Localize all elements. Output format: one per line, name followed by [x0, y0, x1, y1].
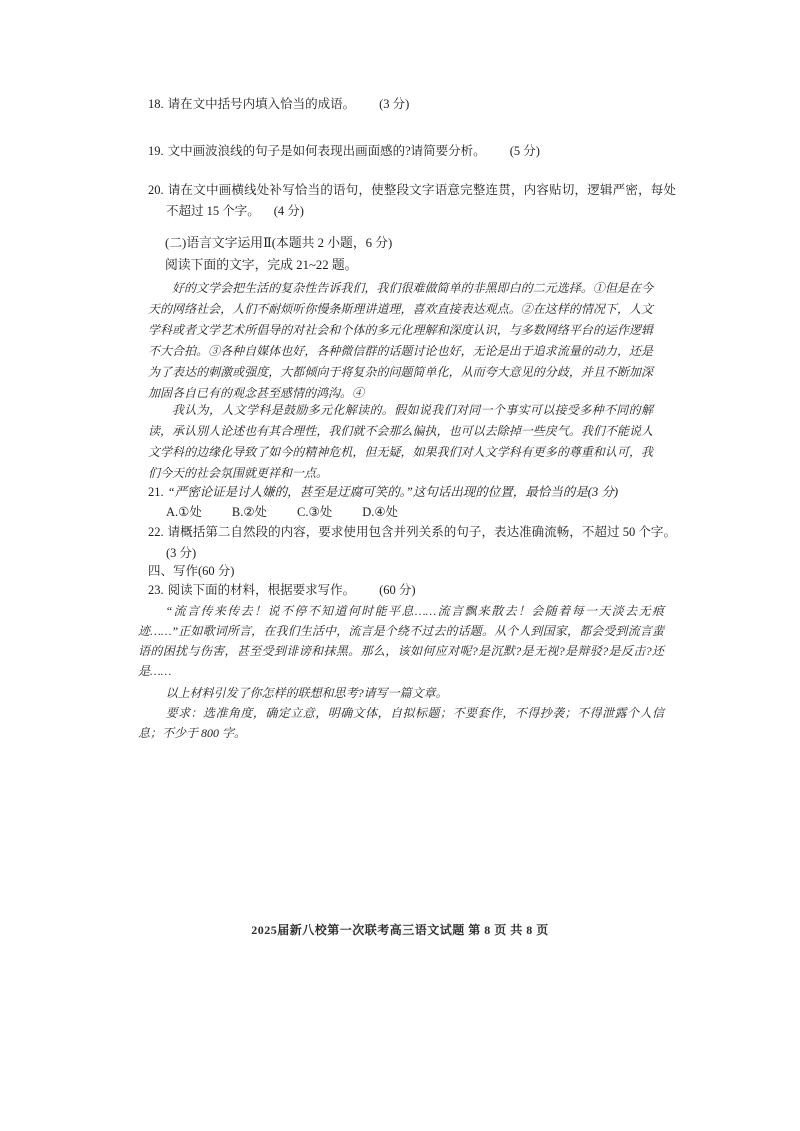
option-b: B.②处	[231, 505, 268, 519]
question-21-number: 21.	[148, 485, 164, 499]
question-23-number: 23.	[148, 583, 164, 597]
option-c: C.③处	[297, 505, 333, 519]
question-20-score: (4 分)	[273, 204, 304, 218]
question-20	[148, 180, 676, 222]
question-23-text: 阅读下面的材料，根据要求写作。	[167, 583, 356, 597]
question-22-text: 请概括第二自然段的内容，要求使用包含并列关系的句子，表达准确流畅，不超过 50 个字。	[167, 525, 676, 539]
reading-instruction: 阅读下面的文字，完成 21~22 题。	[165, 258, 358, 272]
question-23	[148, 580, 658, 601]
question-19-number: 19.	[148, 144, 164, 158]
passage-paragraph-1: 好的文学会把生活的复杂性告诉我们，我们很难做简单的非黑即白的二元选择。①但是在今天的网络社会，人们不耐烦听你慢条斯理讲道理，喜欢直接表达观点。②在这样的情况下，人文学科或者文学艺术所倡导的对社会和个体的多元化理解和深度认识，与多数网络平台的运作逻辑不大合拍。③各种自媒体也好，各种微信群的话题讨论也好，无论是出于追求流量的动力，还是为了表达的刺激或强度，大都倾向于将复杂的问题简单化，从而夸大意见的分歧，并且不断加深加固各自已有的观念甚至感情的鸿沟。④	[148, 281, 653, 400]
question-19	[148, 141, 658, 162]
question-20-text: 请在文中画横线处补写恰当的语句，使整段文字语意完整连贯，内容贴切，逻辑严密，每处不超过 15 个字。	[166, 183, 676, 218]
question-18-number: 18.	[148, 97, 164, 111]
question-19-text: 文中画波浪线的句子是如何表现出画面感的?请简要分析。	[167, 144, 486, 158]
page-footer: 2025届新八校第一次联考高三语文试题 第 8 页 共 8 页	[251, 923, 549, 937]
question-21-text: “严密论证是讨人嫌的，甚至是迂腐可笑的。”这句话出现的位置，最恰当的是(3 分)	[167, 485, 618, 499]
question-21-options	[166, 502, 666, 523]
option-d: D.④处	[362, 505, 399, 519]
question-22-number: 22.	[148, 525, 164, 539]
option-a: A.①处	[166, 505, 202, 519]
question-22-score: (3 分)	[166, 546, 197, 560]
essay-requirements: 要求：选准角度，确定立意，明确文体，自拟标题；不要套作，不得抄袭；不得泄露个人信息；不少于 800 字。	[138, 706, 664, 740]
question-20-number: 20.	[148, 183, 164, 197]
question-22	[148, 522, 676, 564]
question-18-score: (3 分)	[379, 97, 410, 111]
question-19-score: (5 分)	[509, 144, 540, 158]
question-18-text: 请在文中括号内填入恰当的成语。	[167, 97, 356, 111]
question-18	[148, 94, 658, 115]
passage-paragraph-2: 我认为，人文学科是鼓励多元化解读的。假如说我们对同一个事实可以接受多种不同的解读，承认别人论述也有其合理性，我们就不会那么偏执，也可以去除掉一些戾气。我们不能说人文学科的边缘化导致了如今的精神危机，但无疑，如果我们对人文学科有更多的尊重和认可，我们今天的社会氛围就更祥和一点。	[148, 403, 653, 480]
essay-material: “流言传来传去！说不停不知道何时能平息……流言飘来散去！会随着每一天淡去无痕迹……”正如歌词所言，在我们生活中，流言是个绕不过去的话题。从个人到国家，都会受到流言蜚语的困扰与伤害，甚至受到诽谤和抹黑。那么，该如何应对呢?是沉默?是无视?是辩驳?是反击?还是……	[138, 604, 664, 678]
essay-prompt: 以上材料引发了你怎样的联想和思考?请写一篇文章。	[165, 686, 448, 700]
question-21	[148, 482, 660, 503]
section-4-heading: 四、写作(60 分)	[148, 564, 235, 578]
section-2-heading: (二)语言文字运用Ⅱ(本题共 2 小题，6 分)	[165, 236, 393, 250]
question-23-score: (60 分)	[379, 583, 416, 597]
